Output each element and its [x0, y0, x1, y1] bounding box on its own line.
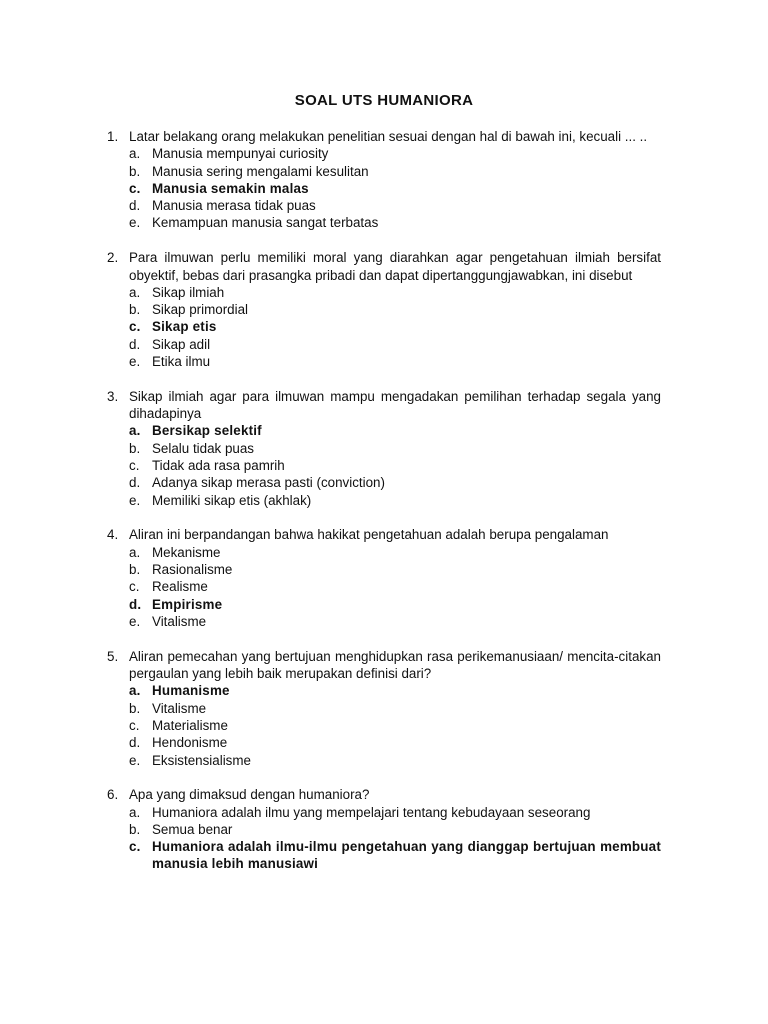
option-letter: c.	[129, 180, 141, 196]
option-text: Memiliki sikap etis (akhlak)	[152, 492, 312, 508]
answer-option	[129, 544, 661, 561]
option-letter: e.	[129, 752, 141, 768]
option-letter: e.	[129, 613, 141, 629]
question-text: Latar belakang orang melakukan penelitian sesuai dengan hal di bawah ini, kecuali ... ..	[129, 129, 648, 144]
answer-option	[129, 163, 661, 180]
answer-option-correct	[129, 838, 661, 873]
question-text: Aliran pemecahan yang bertujuan menghidupkan rasa perikemanusiaan/ mencita-citakan pergaulan yang lebih baik merupakan definisi dari?	[129, 648, 661, 682]
option-text: Vitalisme	[152, 700, 207, 716]
option-text: Bersikap selektif	[152, 423, 262, 439]
question-item	[107, 388, 661, 509]
answer-option	[129, 197, 661, 214]
option-text: Vitalisme	[152, 613, 207, 629]
option-text: Empirisme	[152, 596, 223, 612]
option-text: Humaniora adalah ilmu-ilmu pengetahuan yang dianggap bertujuan membuat manusia lebih manusiawi	[152, 839, 661, 872]
option-letter: a.	[129, 804, 141, 820]
option-letter: a.	[129, 544, 141, 560]
question-number: 1.	[107, 129, 119, 144]
answer-option-correct	[129, 318, 661, 335]
question-item	[107, 648, 661, 769]
answer-option	[129, 457, 661, 474]
option-text: Realisme	[152, 579, 208, 595]
option-letter: d.	[129, 336, 141, 352]
question-text: Apa yang dimaksud dengan humaniora?	[129, 787, 370, 803]
option-text: Tidak ada rasa pamrih	[152, 458, 285, 474]
answer-option	[129, 145, 661, 162]
option-text: Eksistensialisme	[152, 752, 251, 768]
option-text: Mekanisme	[152, 544, 221, 560]
question-item	[107, 786, 661, 872]
question-item	[107, 249, 661, 370]
option-text: Humanisme	[152, 683, 230, 699]
option-text: Kemampuan manusia sangat terbatas	[152, 215, 379, 231]
question-number: 6.	[107, 787, 119, 803]
option-letter: e.	[129, 215, 141, 231]
answer-option	[129, 717, 661, 734]
question-number: 2.	[107, 250, 119, 266]
answer-option	[129, 284, 661, 301]
option-text: Adanya sikap merasa pasti (conviction)	[152, 475, 385, 491]
option-letter: c.	[129, 717, 140, 733]
answer-option	[129, 301, 661, 318]
option-text: Manusia sering mengalami kesulitan	[152, 163, 369, 179]
question-item	[107, 526, 661, 630]
option-letter: b.	[129, 821, 141, 837]
option-text: Manusia semakin malas	[152, 180, 309, 196]
answer-option-correct	[129, 422, 661, 439]
option-text: Rasionalisme	[152, 562, 233, 578]
option-letter: b.	[129, 562, 141, 578]
option-text: Sikap etis	[152, 319, 217, 335]
option-letter: b.	[129, 700, 141, 716]
option-letter: d.	[129, 735, 141, 751]
question-text: Sikap ilmiah agar para ilmuwan mampu mengadakan pemilihan terhadap segala yang dihadapinya	[129, 388, 661, 422]
option-text: Hendonisme	[152, 735, 228, 751]
answer-option	[129, 474, 661, 491]
option-letter: b.	[129, 163, 141, 179]
option-letter: c.	[129, 458, 140, 474]
answer-option	[129, 578, 661, 595]
document-title: SOAL UTS HUMANIORA	[294, 92, 474, 109]
answer-option	[129, 214, 661, 231]
question-number: 3.	[107, 388, 119, 404]
question-text: Para ilmuwan perlu memiliki moral yang diarahkan agar pengetahuan ilmiah bersifat obyektif, bebas dari prasangka pribadi dan dapat dipertanggungjawabkan, ini disebut	[129, 250, 661, 283]
option-letter: d.	[129, 198, 141, 214]
option-letter: c.	[129, 839, 141, 855]
option-letter: c.	[129, 319, 141, 335]
option-text: Selalu tidak puas	[152, 440, 254, 456]
answer-option-correct	[129, 180, 661, 197]
option-letter: a.	[129, 284, 141, 300]
option-text: Manusia mempunyai curiosity	[152, 146, 329, 162]
answer-option	[129, 492, 661, 509]
answer-option-correct	[129, 596, 661, 613]
option-text: Manusia merasa tidak puas	[152, 198, 316, 214]
option-letter: b.	[129, 302, 141, 318]
question-list	[107, 128, 661, 890]
answer-option	[129, 336, 661, 353]
option-text: Sikap adil	[152, 336, 211, 352]
option-letter: c.	[129, 579, 140, 595]
option-letter: d.	[129, 596, 142, 612]
question-number: 4.	[107, 527, 119, 543]
answer-option	[129, 821, 661, 838]
answer-option	[129, 734, 661, 751]
option-letter: e.	[129, 354, 141, 370]
answer-option	[129, 613, 661, 630]
option-letter: a.	[129, 146, 141, 162]
option-text: Etika ilmu	[152, 354, 211, 370]
answer-option	[129, 561, 661, 578]
option-letter: b.	[129, 440, 141, 456]
question-text: Aliran ini berpandangan bahwa hakikat pengetahuan adalah berupa pengalaman	[129, 527, 609, 543]
answer-option	[129, 752, 661, 769]
answer-option	[129, 440, 661, 457]
question-number: 5.	[107, 648, 119, 664]
option-text: Sikap primordial	[152, 302, 249, 318]
answer-option	[129, 804, 661, 821]
option-text: Humaniora adalah ilmu yang mempelajari tentang kebudayaan seseorang	[152, 804, 591, 820]
option-text: Sikap ilmiah	[152, 284, 225, 300]
question-item	[107, 128, 661, 232]
answer-option-correct	[129, 682, 661, 699]
option-text: Semua benar	[152, 821, 233, 837]
answer-option	[129, 700, 661, 717]
option-letter: a.	[129, 683, 141, 699]
answer-option	[129, 353, 661, 370]
option-letter: e.	[129, 492, 141, 508]
option-text: Materialisme	[152, 717, 228, 733]
option-letter: d.	[129, 475, 141, 491]
option-letter: a.	[129, 423, 141, 439]
